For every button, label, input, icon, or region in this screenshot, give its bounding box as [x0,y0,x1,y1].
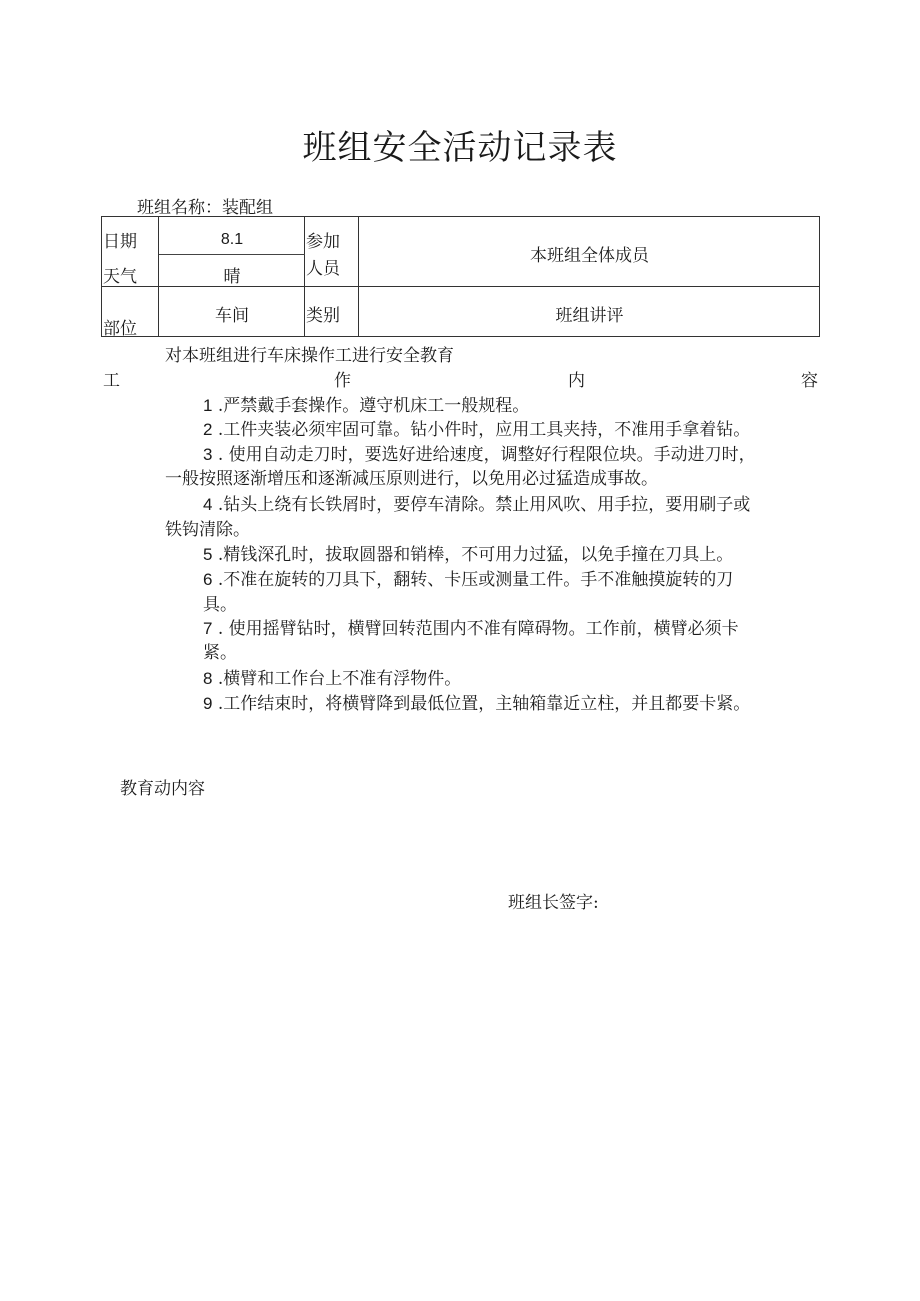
category-label: 类别 [306,306,340,326]
participants-value: 本班组全体成员 [530,246,649,266]
participants-label-cell [305,217,359,287]
rule-number: 9 [203,694,213,713]
rule-text: .不准在旋转的刀具下，翻转、卡压或测量工件。手不准触摸旋转的刀 [217,570,734,590]
date-value: 8.1 [220,231,244,248]
list-item [203,689,750,714]
participants-label-1: 参加 [306,232,340,252]
education-content-label: 教育动内容 [120,779,205,799]
location-value-cell [159,287,305,337]
list-item [203,565,733,590]
weather-value: 晴 [223,267,241,287]
rule-continuation: 一般按照逐渐增压和逐渐减压原则进行，以免用必过猛造成事故。 [165,469,658,489]
rule-text: .横臂和工作台上不准有浮物件。 [217,669,462,689]
page-title: 班组安全活动记录表 [302,128,618,168]
location-value: 车间 [215,306,249,326]
rule-number: 7 [203,619,213,638]
weather-label: 天气 [103,267,137,287]
work-content-char: 容 [801,371,818,391]
rule-number: 3 [203,445,213,464]
rule-text: .工作结束时，将横臂降到最低位置，主轴箱靠近立柱，并且都要卡紧。 [217,694,751,714]
rule-number: 1 [203,396,213,415]
rule-text: .工件夹装必须牢固可靠。钻小件时，应用工具夹持，不准用手拿着钻。 [217,420,751,440]
rule-continuation: 铁钩清除。 [165,520,250,540]
list-item [203,440,756,465]
list-item [203,415,750,440]
list-item [203,391,529,416]
work-content-label [101,366,819,390]
list-item [203,614,739,639]
rule-text: . 使用摇臂钻时，横臂回转范围内不准有障碍物。工作前，横臂必须卡 [217,619,739,639]
category-value-cell [359,287,820,337]
list-item [203,664,461,689]
location-label: 部位 [103,319,137,339]
work-content-char: 内 [568,371,585,391]
participants-value-cell [359,217,820,287]
team-leader-signature-label: 班组长签字: [508,893,599,913]
category-value: 班组讲评 [555,306,624,326]
participants-label-2: 人员 [306,259,340,279]
rule-text: .精钱深孔时，拔取圆器和销棒，不可用力过猛，以免手撞在刀具上。 [217,545,734,565]
rule-number: 5 [203,545,213,564]
rule-text: . 使用自动走刀时，要选好进给速度，调整好行程限位块。手动进刀时， [217,445,756,465]
date-weather-value-cell [159,217,305,287]
content-heading: 对本班组进行车床操作工进行安全教育 [165,346,454,366]
rule-number: 8 [203,669,213,688]
list-item [203,540,733,565]
rule-number: 2 [203,420,213,439]
rule-text: .严禁戴手套操作。遵守机床工一般规程。 [217,396,530,416]
team-name-line: 班组名称：装配组 [137,198,273,218]
date-weather-divider [159,254,305,255]
rule-continuation: 具。 [203,595,237,615]
work-content-char: 作 [334,371,351,391]
list-item [203,490,750,515]
location-label-cell [102,287,159,337]
rule-continuation: 紧。 [203,643,237,663]
rule-text: .钻头上绕有长铁屑时，要停车清除。禁止用风吹、用手拉，要用刷子或 [217,495,751,515]
rule-number: 6 [203,570,213,589]
date-label: 日期 [103,232,137,252]
category-label-cell [305,287,359,337]
activity-info-table [101,216,820,337]
rule-number: 4 [203,495,213,514]
date-weather-label-cell [102,217,159,287]
work-content-char: 工 [103,371,120,391]
